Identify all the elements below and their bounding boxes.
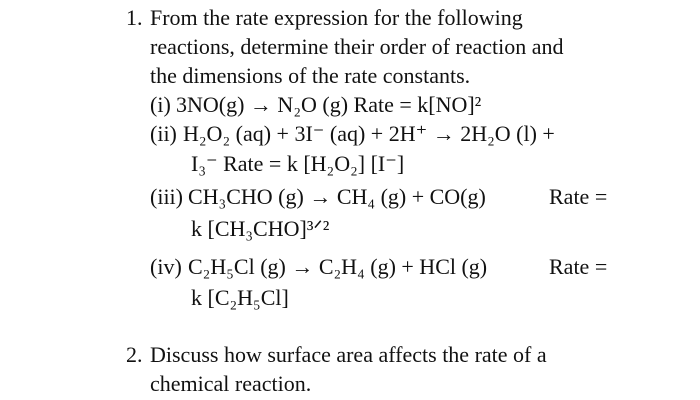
part-iii-rate-label: Rate = (549, 184, 608, 209)
part-ii-equation-line1: H₂O₂ (aq) + 3I⁻ (aq) + 2H⁺ → 2H₂O (l) + (183, 121, 555, 146)
part-i-equation: 3NO(g) → N₂O (g) Rate = k[NO]² (176, 92, 482, 117)
question-1-prompt-line: From the rate expression for the following (150, 5, 523, 30)
part-iv-label: (iv) (150, 254, 182, 279)
part-iv-equation-line1: C₂H₅Cl (g) → C₂H₄ (g) + HCl (g) (188, 254, 488, 279)
part-iii-rate-expression: k [CH₃CHO]³ᐟ² (191, 216, 330, 241)
question-2-number: 2. (126, 342, 143, 367)
part-ii-label: (ii) (150, 121, 177, 146)
question-1-prompt-line: the dimensions of the rate constants. (150, 63, 471, 88)
question-1-number: 1. (126, 5, 143, 30)
part-iii-label: (iii) (150, 184, 183, 209)
part-iii-equation-line1: CH₃CHO (g) → CH₄ (g) + CO(g) (188, 184, 486, 209)
part-i-label: (i) (150, 92, 171, 117)
part-ii-equation-line2: I₃⁻ Rate = k [H₂O₂] [I⁻] (191, 151, 405, 176)
part-iv-rate-label: Rate = (549, 254, 608, 279)
question-1-prompt-line: reactions, determine their order of reaction and (150, 34, 564, 59)
question-2-prompt-line: Discuss how surface area affects the rate of a (150, 342, 547, 367)
question-2-prompt-line: chemical reaction. (150, 371, 312, 396)
part-iv-rate-expression: k [C₂H₅Cl] (191, 285, 289, 310)
